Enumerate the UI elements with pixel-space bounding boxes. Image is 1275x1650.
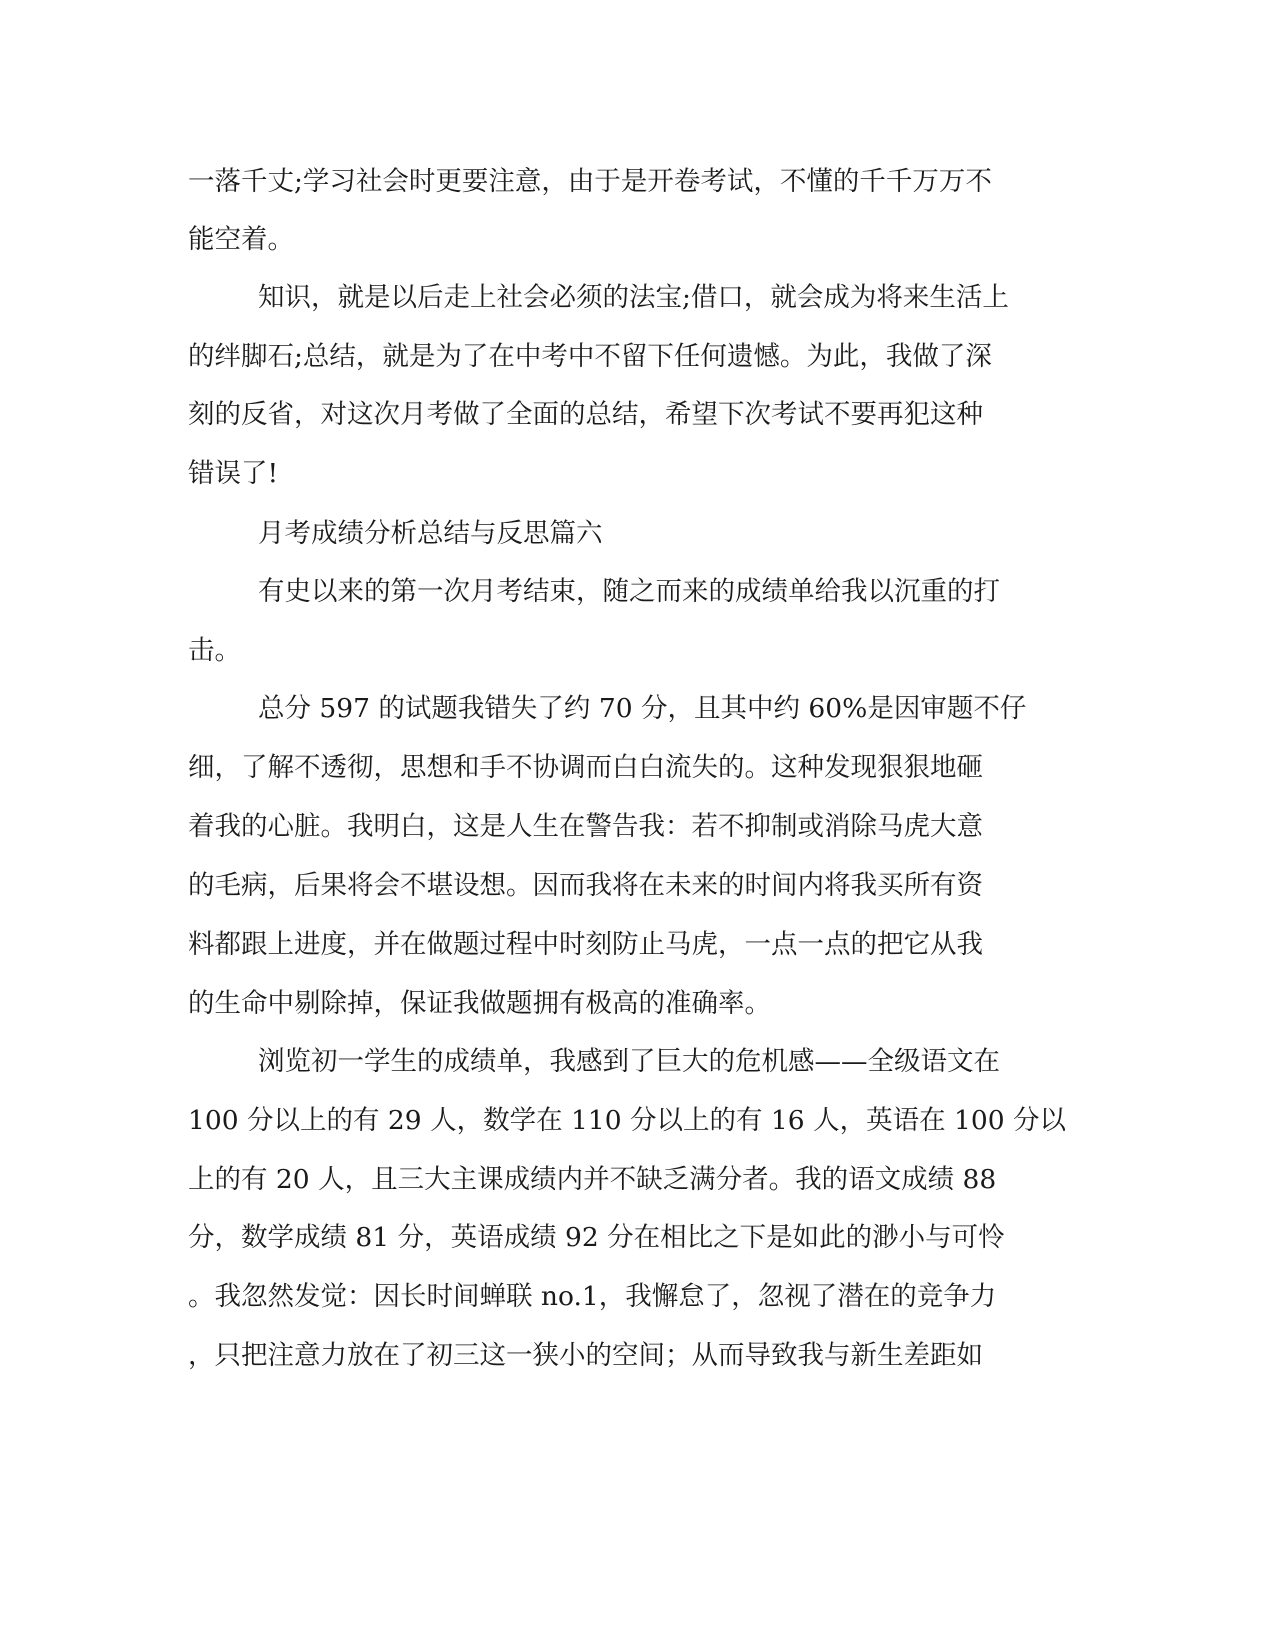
text-line: 上的有 20 人，且三大主课成绩内并不缺乏满分者。我的语文成绩 88 [188,1164,997,1195]
text-line: ，只把注意力放在了初三这一狭小的空间；从而导致我与新生差距如 [188,1340,983,1371]
text-line: 分，数学成绩 81 分，英语成绩 92 分在相比之下是如此的渺小与可怜 [188,1222,1005,1253]
text-line: 100 分以上的有 29 人，数学在 110 分以上的有 16 人，英语在 100 分以 [188,1105,1066,1136]
paragraph-start-line: 有史以来的第一次月考结束，随之而来的成绩单给我以沉重的打 [258,576,1000,607]
paragraph-start-line: 浏览初一学生的成绩单，我感到了巨大的危机感——全级语文在 [258,1046,1000,1077]
text-line: 的毛病，后果将会不堪设想。因而我将在未来的时间内将我买所有资 [188,870,983,901]
text-line: 击。 [188,635,241,666]
paragraph-start-line: 知识，就是以后走上社会必须的法宝;借口，就会成为将来生活上 [258,282,1009,313]
text-line: 。我忽然发觉：因长时间蝉联 no.1，我懈怠了，忽视了潜在的竞争力 [188,1281,997,1312]
text-line: 错误了! [188,458,279,489]
text-line: 细，了解不透彻，思想和手不协调而白白流失的。这种发现狠狠地砸 [188,752,983,783]
text-line: 的绊脚石;总结，就是为了在中考中不留下任何遗憾。为此，我做了深 [188,341,992,372]
text-line: 着我的心脏。我明白，这是人生在警告我：若不抑制或消除马虎大意 [188,811,983,842]
section-heading: 月考成绩分析总结与反思篇六 [258,518,603,549]
text-line: 一落千丈;学习社会时更要注意，由于是开卷考试，不懂的千千万万不 [188,166,992,197]
text-line: 能空着。 [188,224,294,255]
text-line: 料都跟上进度，并在做题过程中时刻防止马虎，一点一点的把它从我 [188,929,983,960]
paragraph-start-line: 总分 597 的试题我错失了约 70 分，且其中约 60%是因审题不仔 [258,693,1027,724]
text-line: 刻的反省，对这次月考做了全面的总结，希望下次考试不要再犯这种 [188,399,983,430]
text-line: 的生命中剔除掉，保证我做题拥有极高的准确率。 [188,988,771,1019]
